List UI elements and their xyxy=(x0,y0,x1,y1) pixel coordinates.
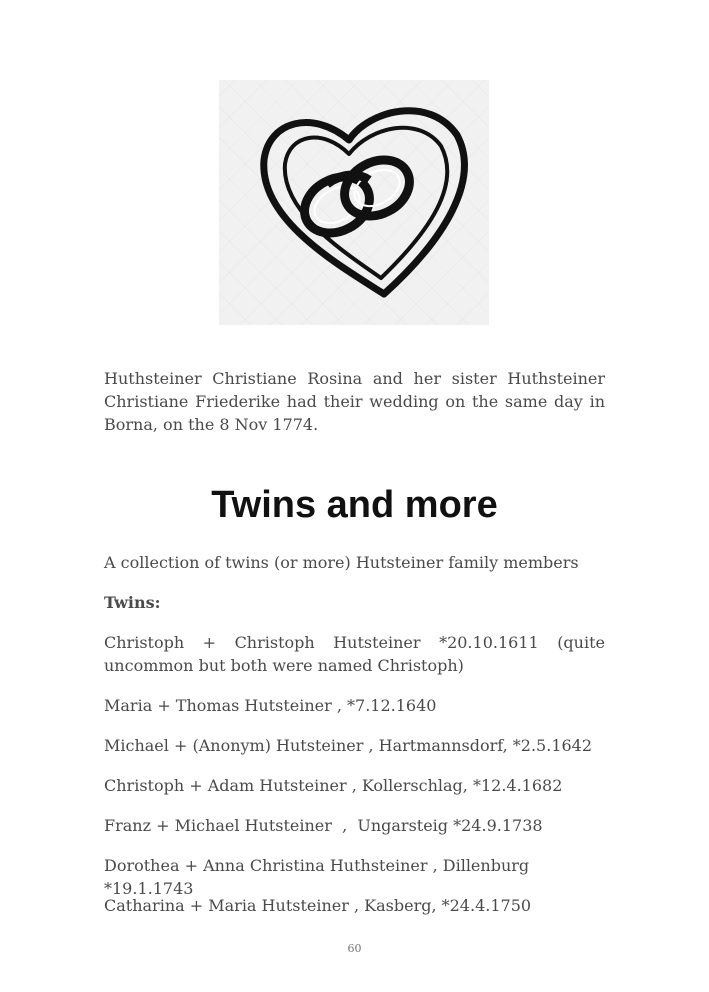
list-item: Franz + Michael Hutsteiner , Ungarsteig *24.9.1738 xyxy=(104,816,543,835)
intro-paragraph: Huthsteiner Christiane Rosina and her sister Huthsteiner Christiane Friederike had their wedding on the same day in Borna, on the 8 Nov 1774. xyxy=(104,369,605,434)
wedding-rings-illustration xyxy=(219,80,489,325)
list-item: Dorothea + Anna Christina Huthsteiner , Dillenburg *19.1.1743 xyxy=(104,856,530,898)
twins-subheading: Twins: xyxy=(104,593,161,612)
list-item: Maria + Thomas Hutsteiner , *7.12.1640 xyxy=(104,696,437,715)
heart-with-wedding-rings-icon xyxy=(219,80,489,325)
list-item: Michael + (Anonym) Hutsteiner , Hartmannsdorf, *2.5.1642 xyxy=(104,736,593,755)
list-item: Christoph + Adam Hutsteiner , Kollerschlag, *12.4.1682 xyxy=(104,776,563,795)
list-item: Christoph + Christoph Hutsteiner *20.10.1611 (quite uncommon but both were named Christoph) xyxy=(104,633,605,675)
section-title: Twins and more xyxy=(211,484,498,526)
section-description: A collection of twins (or more) Hutsteiner family members xyxy=(104,553,579,572)
page-number: 60 xyxy=(347,942,362,955)
list-item: Catharina + Maria Hutsteiner , Kasberg, *24.4.1750 xyxy=(104,896,532,915)
